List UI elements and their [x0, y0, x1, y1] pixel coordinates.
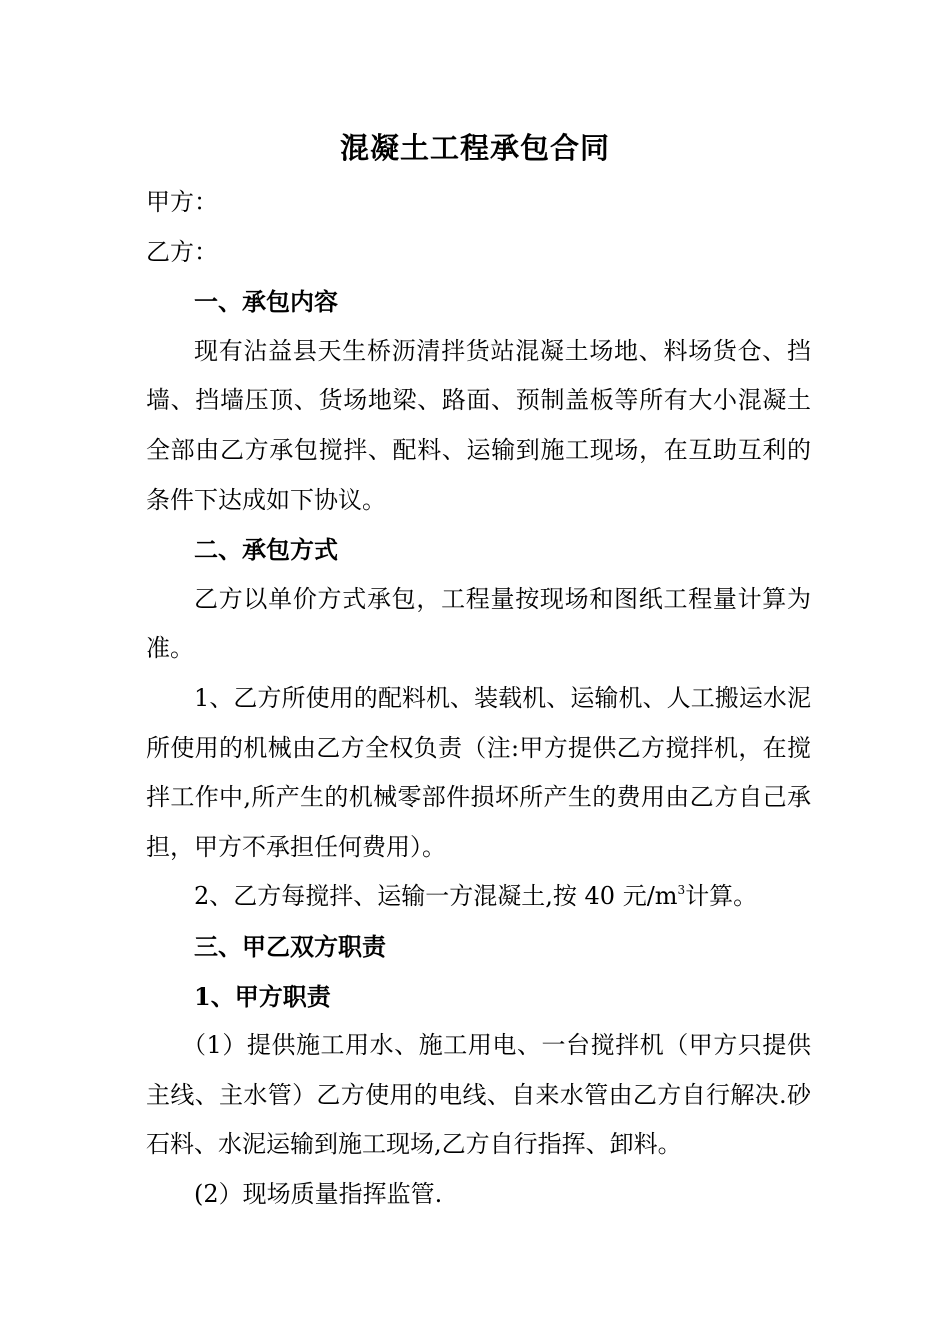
clause-2-text-end: 计算。 [685, 882, 758, 911]
party-a-duty-1: （1）提供施工用水、施工用电、一台搅拌机（甲方只提供主线、主水管）乙方使用的电线、自来水管由乙方自行解决.砂石料、水泥运输到施工现场,乙方自行指挥、卸料。 [146, 1031, 811, 1159]
section-3-heading: 三、甲乙双方职责 [194, 931, 386, 961]
party-a-duties-heading: 1、甲方职责 [194, 981, 331, 1011]
clause-1-paragraph: 1、乙方所使用的配料机、装载机、运输机、人工搬运水泥所使用的机械由乙方全权负责（注:甲方提供乙方搅拌机，在搅拌工作中,所产生的机械零部件损坏所产生的费用由乙方自己承担，甲方不承担任何费用）。 [146, 683, 811, 861]
cubic-superscript: 3 [677, 883, 686, 898]
party-a-duty-2: (2）现场质量指挥监管. [194, 1179, 443, 1208]
section-1-heading: 一、承包内容 [194, 287, 338, 317]
clause-2-paragraph [146, 872, 811, 922]
party-a-line: 甲方： [146, 188, 218, 216]
clause-2-text: 2、乙方每搅拌、运输一方混凝土,按 40 元/m [194, 882, 678, 911]
section-2-paragraph: 乙方以单价方式承包，工程量按现场和图纸工程量计算为准。 [146, 584, 811, 663]
section-1-paragraph: 现有沾益县天生桥沥清拌货站混凝土场地、料场货仓、挡墙、挡墙压顶、货场地梁、路面、预制盖板等所有大小混凝土全部由乙方承包搅拌、配料、运输到施工现场，在互助互利的条件下达成如下协议。 [146, 336, 811, 514]
section-2-heading: 二、承包方式 [194, 535, 338, 565]
document-title: 混凝土工程承包合同 [339, 131, 610, 165]
document-body [146, 178, 811, 1219]
party-b-line: 乙方： [146, 237, 218, 266]
